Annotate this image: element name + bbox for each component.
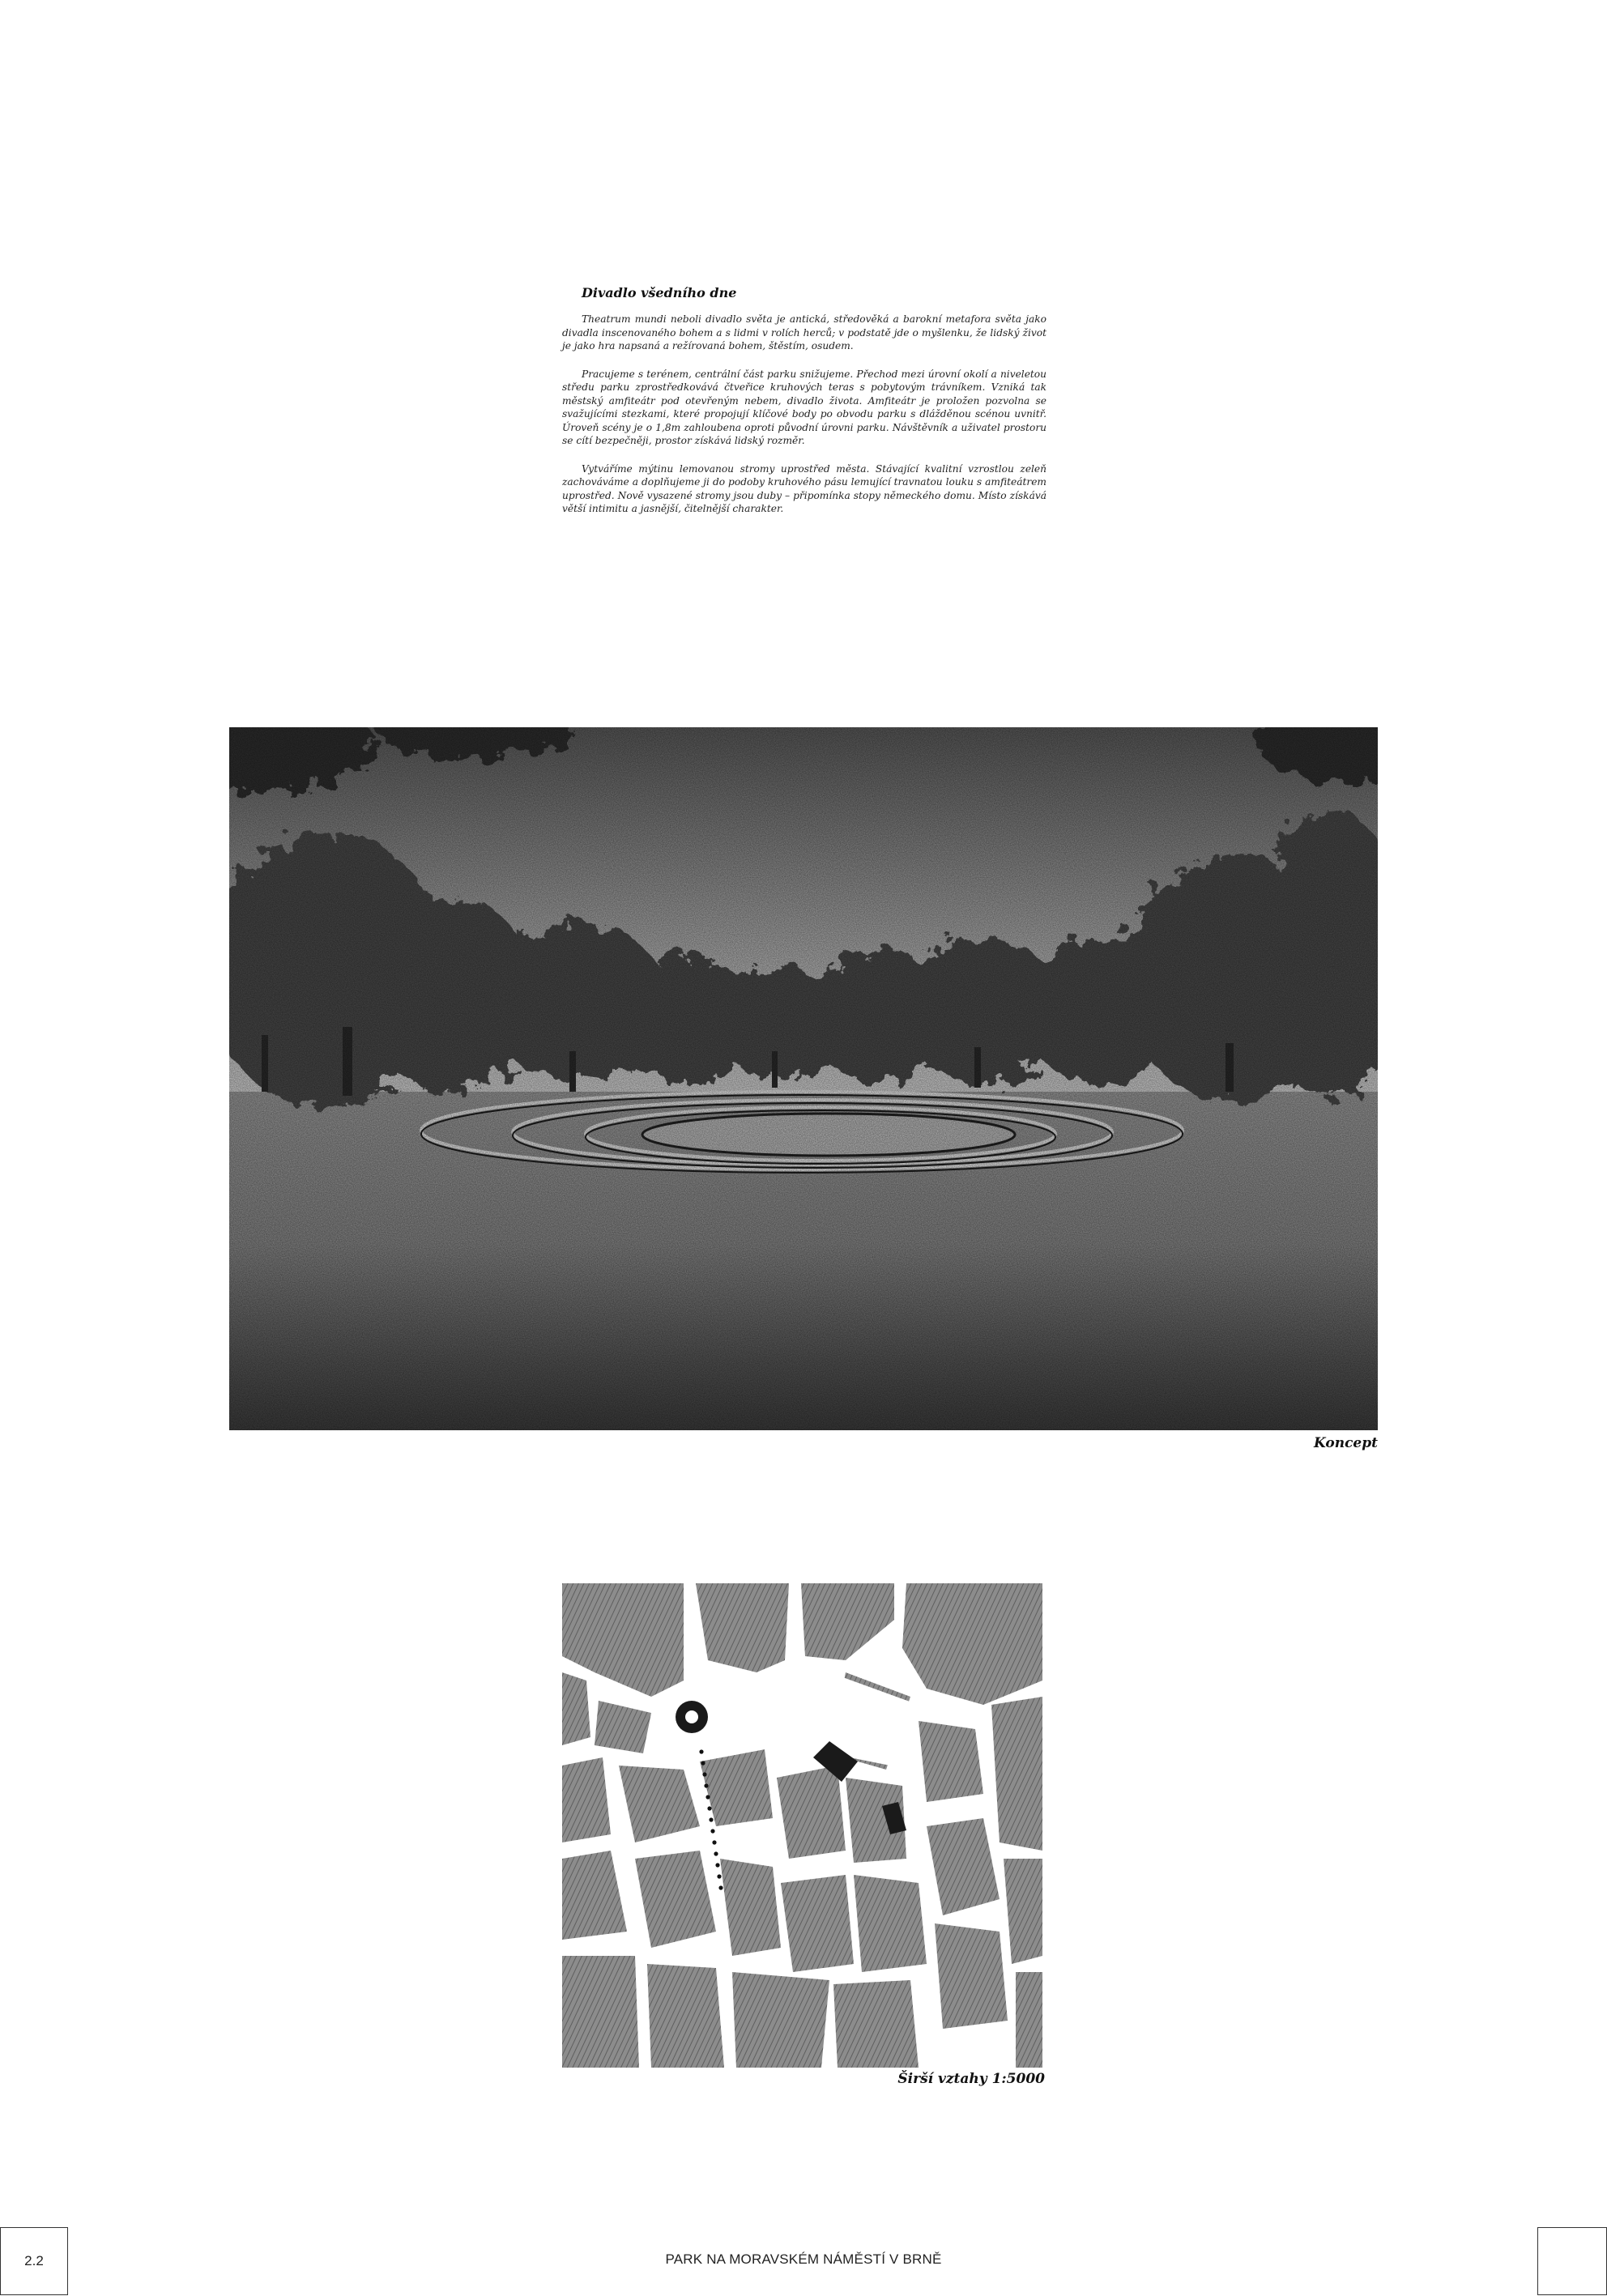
article-paragraph-1: Theatrum mundi neboli divadlo světa je antická, středověká a barokní metafora světa jako divadla inscenovaného bohem a s lidmi v rolích herců; v podstatě jde o myšlenku, že lidský život je jako hra napsaná a režírovaná bohem, štěstím, osudem. [562,313,1046,351]
article-heading: Divadlo všedního dne [582,285,737,300]
concept-caption: Koncept [1313,1435,1378,1451]
concept-image [229,727,1378,1430]
article-paragraph-2: Pracujeme s terénem, centrální část parku snižujeme. Přechod mezi úrovní okolí a niveletou středu parku zprostředkovává čtveřice kruhových teras s pobytovým trávníkem. Vzniká tak městský amfiteátr pod otevřeným nebem, divadlo života. Amfiteátr je proložen pozvolna se svažujícími stezkami, které propojují klíčové body po obvodu parku s dlážděnou scénou uvnitř. Úroveň scény je o 1,8m zahloubena oproti původní úrovni parku. Návštěvník a uživatel prostoru se cítí bezpečněji, prostor získává lidský rozměr. [562,368,1046,446]
footer-empty-box [1537,2227,1607,2295]
page-number: 2.2 [24,2253,44,2268]
map-caption: Širší vztahy 1:5000 [897,2071,1045,2087]
site-plan-map [562,1583,1042,2068]
footer-title: PARK NA MORAVSKÉM NÁMĚSTÍ V BRNĚ [665,2251,942,2267]
article-text [562,285,1046,530]
article-paragraph-3: Vytváříme mýtinu lemovanou stromy uprostřed města. Stávající kvalitní vzrostlou zeleň zachováváme a doplňujeme ji do podoby kruhového pásu lemující travnatou louku s amfiteátrem uprostřed. Nově vysazené stromy jsou duby – připomínka stopy německého domu. Místo získává větší intimitu a jasnější, čitelnější charakter. [562,462,1046,514]
